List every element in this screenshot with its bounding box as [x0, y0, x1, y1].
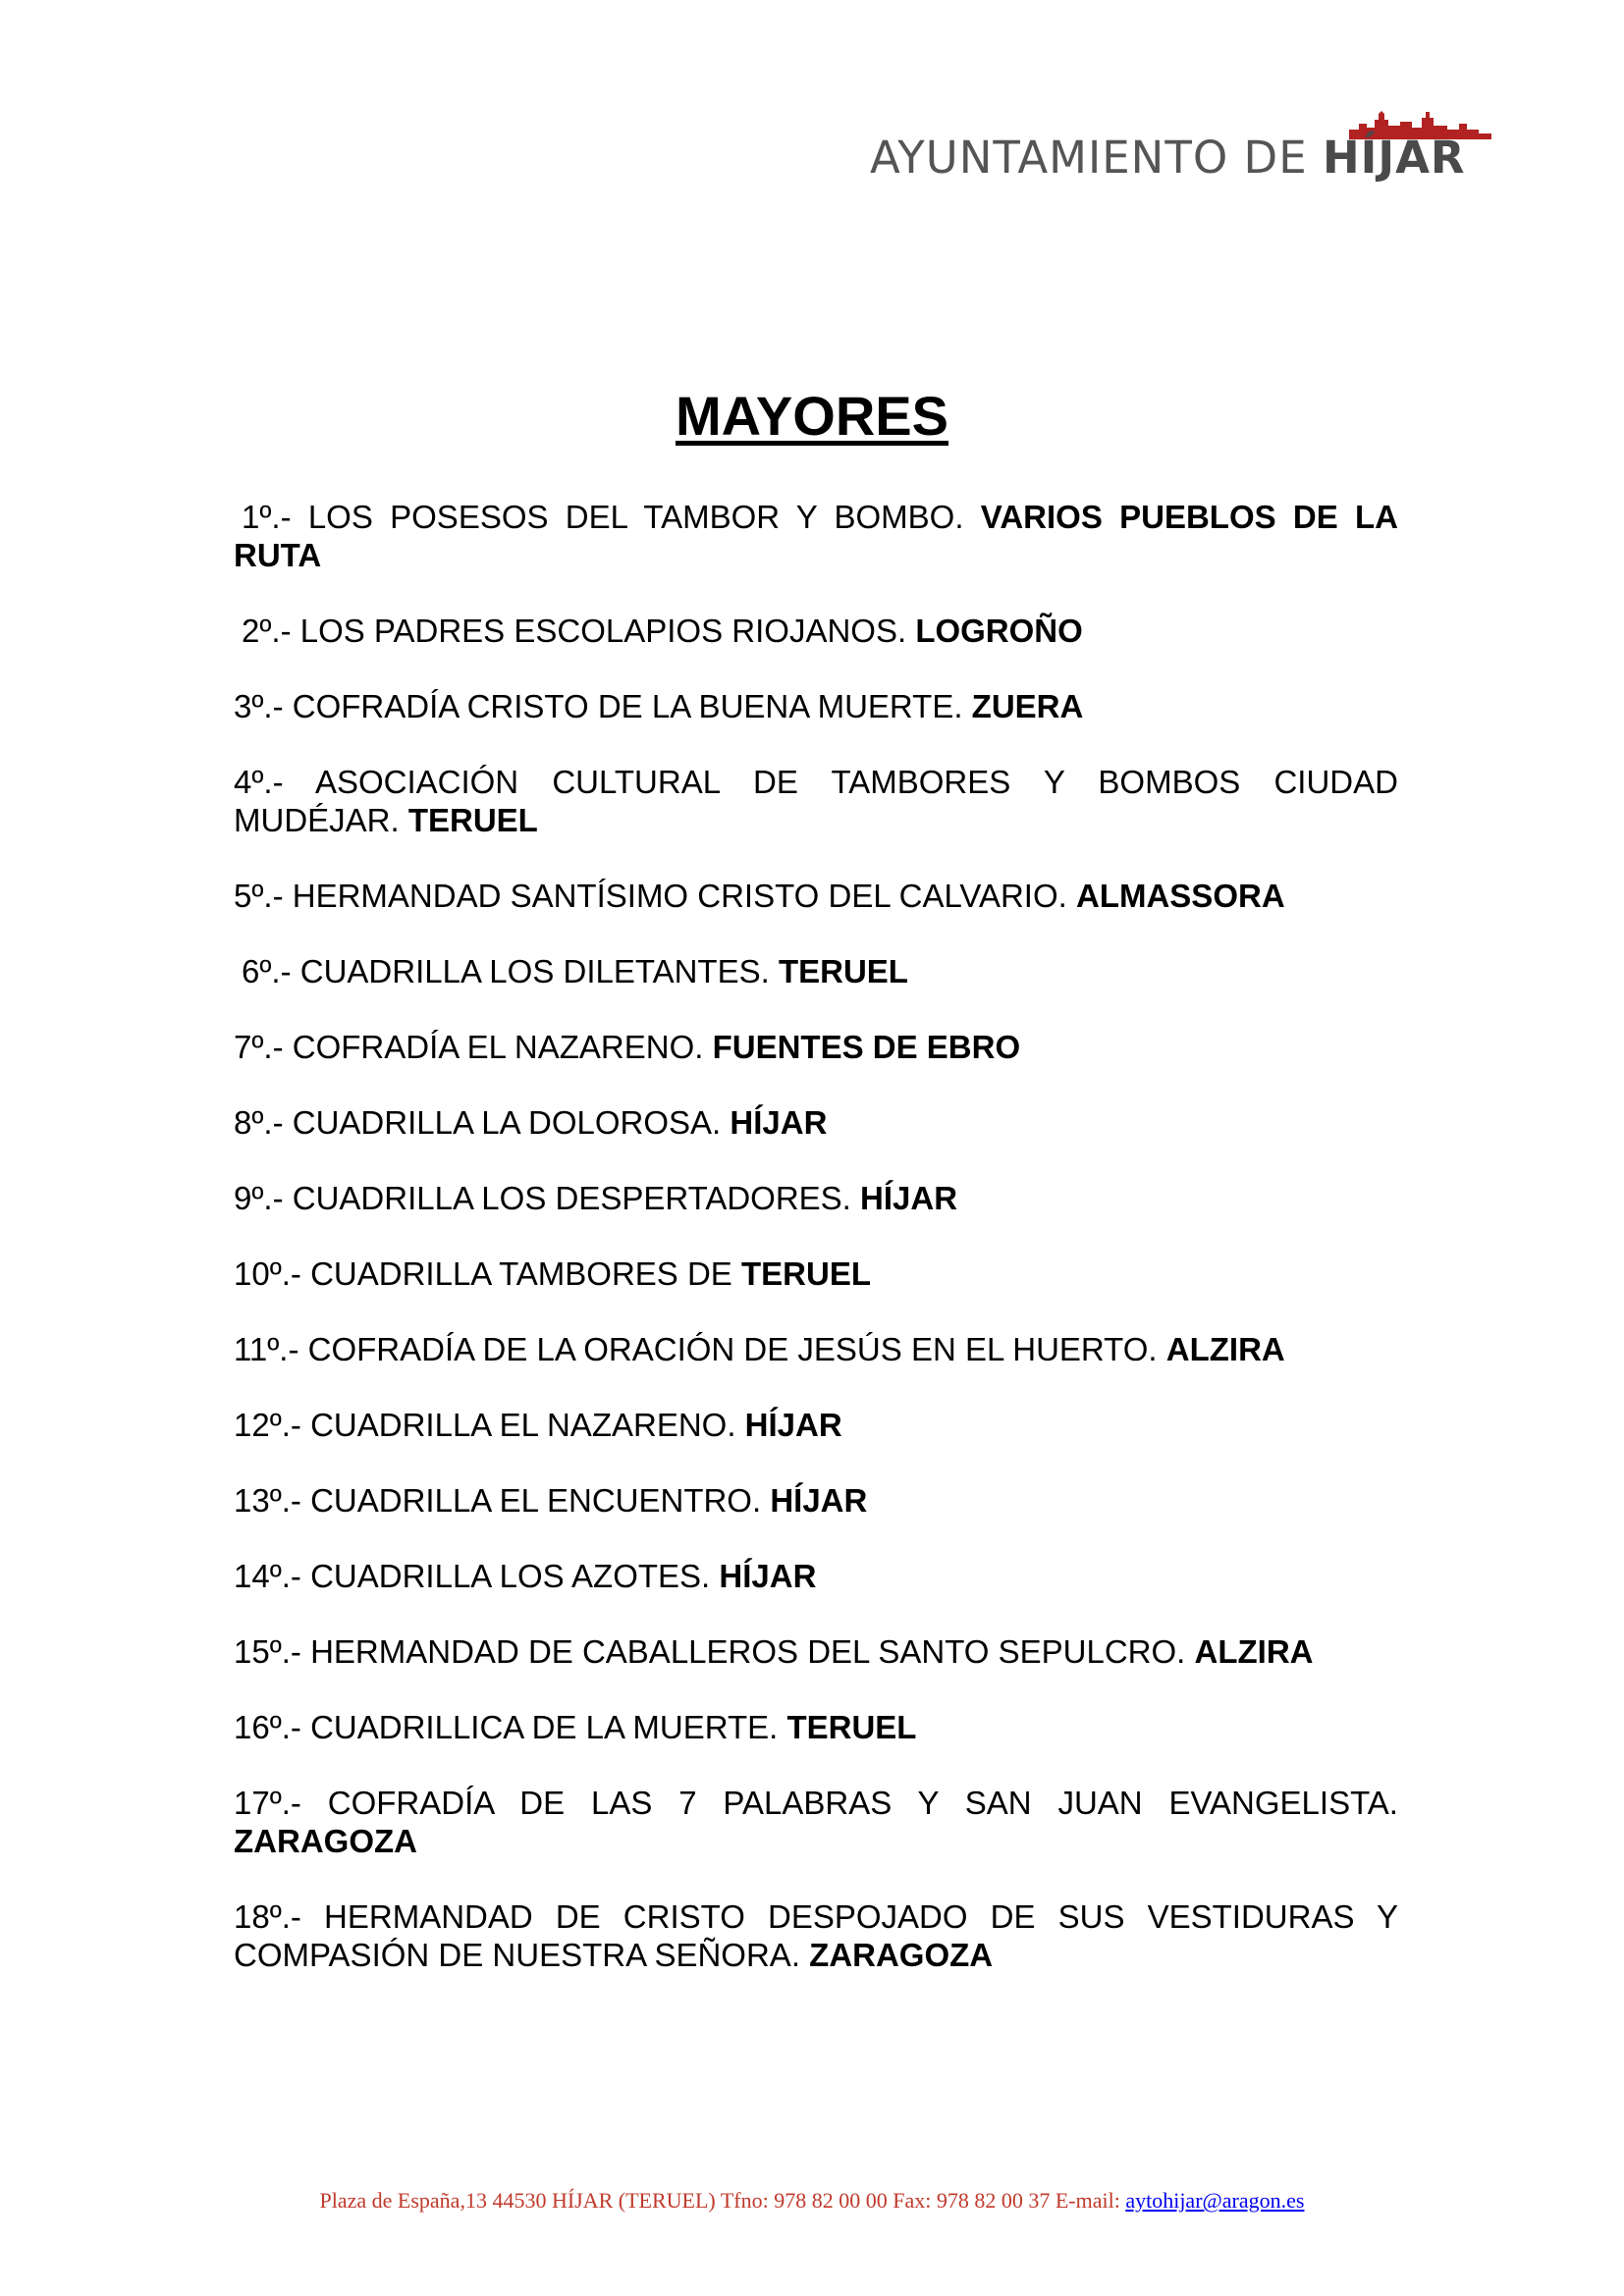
entry-name: CUADRILLA TAMBORES DE	[310, 1255, 741, 1292]
entry-number: 1º.-	[242, 499, 308, 535]
entry-place: TERUEL	[407, 802, 538, 838]
entry-number: 11º.-	[234, 1331, 308, 1367]
list-item	[234, 1255, 1398, 1293]
entry-name: CUADRILLICA DE LA MUERTE.	[310, 1709, 787, 1745]
list-item	[234, 498, 1398, 574]
entry-place: HÍJAR	[770, 1482, 868, 1519]
logo-text-bold: HÍJAR	[1322, 132, 1466, 184]
entry-place: ALMASSORA	[1075, 878, 1285, 914]
entry-place: ZARAGOZA	[234, 1823, 417, 1859]
list-item	[234, 687, 1398, 725]
list-item	[234, 1784, 1398, 1860]
list-item	[234, 1632, 1398, 1671]
entry-number: 4º.-	[234, 764, 315, 800]
list-item	[234, 1557, 1398, 1595]
entry-name: CUADRILLA LOS DILETANTES.	[299, 953, 779, 989]
entry-place: ZARAGOZA	[809, 1937, 994, 1973]
entry-number: 6º.-	[242, 953, 300, 989]
entry-name: COFRADÍA CRISTO DE LA BUENA MUERTE.	[292, 688, 972, 724]
entry-number: 5º.-	[234, 878, 293, 914]
entry-number: 7º.-	[234, 1029, 293, 1065]
entry-name: HERMANDAD DE CRISTO DESPOJADO DE SUS VESTIDURAS Y COMPASIÓN DE NUESTRA SEÑORA.	[234, 1898, 1398, 1973]
entry-number: 2º.-	[242, 613, 300, 649]
entry-name: HERMANDAD DE CABALLEROS DEL SANTO SEPULCRO.	[310, 1633, 1195, 1670]
entries-list	[234, 498, 1398, 2011]
logo-text	[870, 132, 1466, 184]
entry-place: TERUEL	[786, 1709, 917, 1745]
entry-place: HÍJAR	[719, 1558, 817, 1594]
entry-place: FUENTES DE EBRO	[712, 1029, 1021, 1065]
entry-place: HÍJAR	[744, 1407, 842, 1443]
entry-name: CUADRILLA LA DOLOROSA.	[292, 1104, 731, 1141]
email-link[interactable]: aytohijar@aragon.es	[1125, 2188, 1305, 2213]
list-item	[234, 952, 1398, 990]
entry-number: 10º.-	[234, 1255, 311, 1292]
entry-place: ALZIRA	[1194, 1633, 1314, 1670]
list-item	[234, 1897, 1398, 1974]
entry-place: LOGROÑO	[915, 613, 1083, 649]
entry-name: COFRADÍA DE LA ORACIÓN DE JESÚS EN EL HUERTO.	[307, 1331, 1166, 1367]
entry-number: 14º.-	[234, 1558, 311, 1594]
entry-name: ASOCIACIÓN CULTURAL DE TAMBORES Y BOMBOS CIUDAD MUDÉJAR.	[234, 764, 1398, 838]
entry-name: CUADRILLA EL NAZARENO.	[310, 1407, 745, 1443]
footer-text: Plaza de España,13 44530 HÍJAR (TERUEL) Tfno: 978 82 00 00 Fax: 978 82 00 37 E-mail:	[319, 2188, 1126, 2213]
list-item	[234, 1708, 1398, 1746]
entry-name: HERMANDAD SANTÍSIMO CRISTO DEL CALVARIO.	[292, 878, 1076, 914]
list-item	[234, 1330, 1398, 1368]
entry-number: 13º.-	[234, 1482, 311, 1519]
entry-number: 17º.-	[234, 1785, 328, 1821]
entry-place: ZUERA	[971, 688, 1084, 724]
ayuntamiento-logo	[870, 108, 1498, 185]
entry-name: CUADRILLA EL ENCUENTRO.	[310, 1482, 771, 1519]
footer-contact	[0, 2188, 1624, 2214]
list-item	[234, 1179, 1398, 1217]
list-item	[234, 1103, 1398, 1142]
entry-place: HÍJAR	[860, 1180, 958, 1216]
entry-number: 18º.-	[234, 1898, 325, 1935]
entry-place: VARIOS PUEBLOS DE LA RUTA	[234, 499, 1398, 573]
list-item	[234, 1481, 1398, 1520]
entry-number: 3º.-	[234, 688, 293, 724]
entry-name: CUADRILLA LOS DESPERTADORES.	[292, 1180, 861, 1216]
entry-number: 15º.-	[234, 1633, 311, 1670]
entry-number: 8º.-	[234, 1104, 293, 1141]
entry-name: COFRADÍA EL NAZARENO.	[292, 1029, 713, 1065]
entry-place: ALZIRA	[1165, 1331, 1285, 1367]
entry-place: TERUEL	[741, 1255, 871, 1292]
list-item	[234, 612, 1398, 650]
entry-number: 16º.-	[234, 1709, 311, 1745]
logo-text-light: AYUNTAMIENTO DE	[870, 132, 1323, 184]
entry-name: COFRADÍA DE LAS 7 PALABRAS Y SAN JUAN EVANGELISTA.	[327, 1785, 1398, 1821]
entry-number: 9º.-	[234, 1180, 293, 1216]
entry-name: LOS POSESOS DEL TAMBOR Y BOMBO.	[307, 499, 981, 535]
entry-place: HÍJAR	[730, 1104, 828, 1141]
list-item	[234, 1406, 1398, 1444]
page-title: MAYORES	[675, 385, 948, 447]
list-item	[234, 1028, 1398, 1066]
list-item	[234, 877, 1398, 915]
entry-number: 12º.-	[234, 1407, 311, 1443]
list-item	[234, 763, 1398, 839]
entry-name: LOS PADRES ESCOLAPIOS RIOJANOS.	[299, 613, 916, 649]
entry-name: CUADRILLA LOS AZOTES.	[310, 1558, 720, 1594]
entry-place: TERUEL	[778, 953, 908, 989]
